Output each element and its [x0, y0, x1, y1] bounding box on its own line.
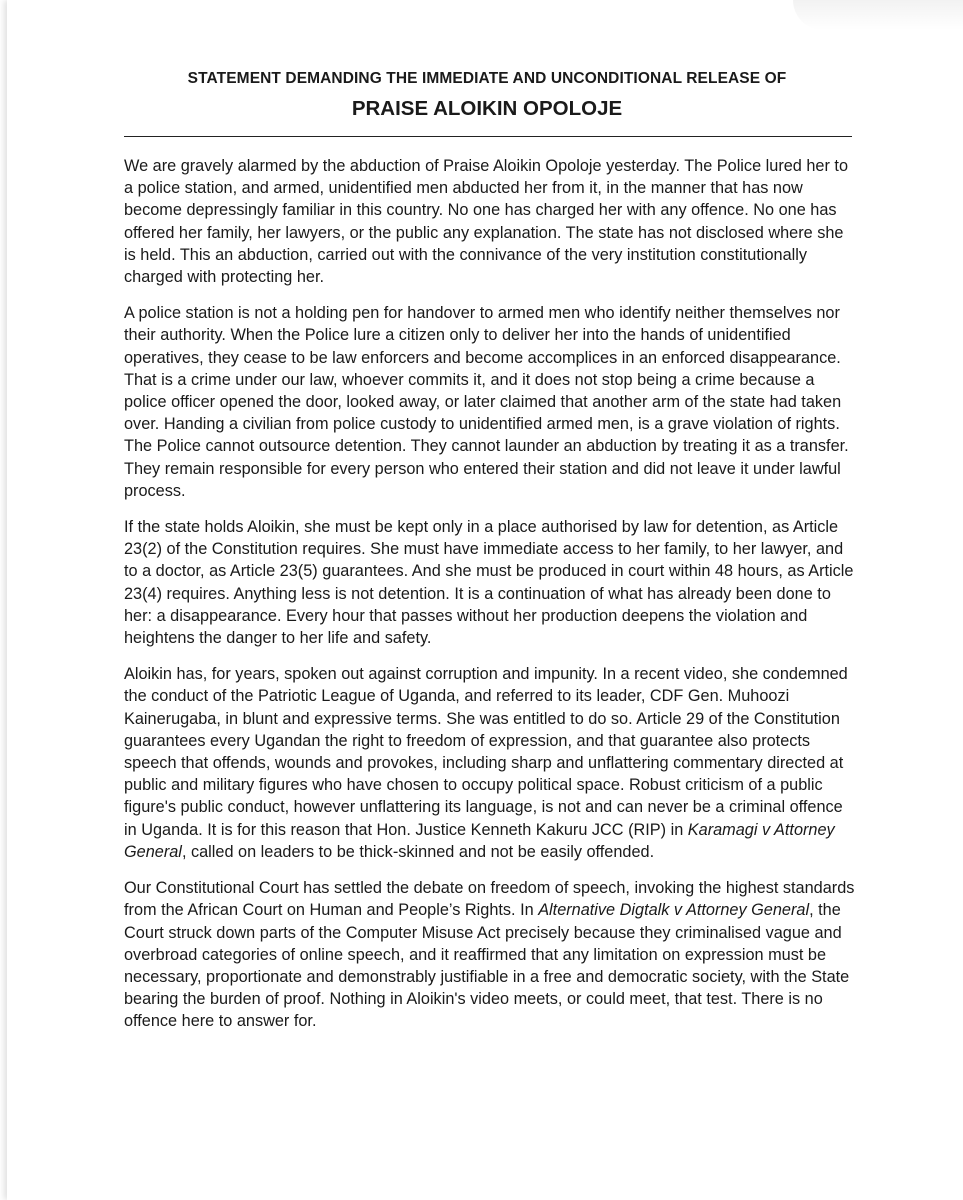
paragraph-constitution: If the state holds Aloikin, she must be kept only in a place authorised by law for detention, as Article 23(2) of the Constitution requires. She must have immediate access to her family, to her lawyer, and to a doctor, as Article 23(5) guarantees. And she must be produced in court within 48 hours, as Article 23(4) requires. Anything less is not detention. It is a continuation of what has already been done to her: a disappearance. Every hour that passes without her production deepens the violation and heightens the danger to her life and safety. — [124, 518, 854, 648]
paragraph-expression-text-b: , called on leaders to be thick-skinned and not be easily offended. — [181, 842, 655, 861]
document-page — [7, 0, 963, 1200]
paragraph-constitutional-court — [124, 877, 859, 1032]
paragraph-abduction: We are gravely alarmed by the abduction of Praise Aloikin Opoloje yesterday. The Police lured her to a police station, and armed, unidentified men abducted her from it, in the manner that has now become depressingly familiar in this country. No one has charged her with any offence. No one has offered her family, her lawyers, or the public any explanation. The state has not disclosed where she is held. This an abduction, carried out with the connivance of the very institution constitutionally charged with protecting her. — [124, 157, 849, 287]
statement-title: STATEMENT DEMANDING THE IMMEDIATE AND UNCONDITIONAL RELEASE OF — [187, 70, 787, 87]
paragraph-expression — [124, 663, 859, 863]
paragraph-court-text-b: , the Court struck down parts of the Computer Misuse Act precisely because they criminalised vague and overbroad categories of online speech, and it reaffirmed that any limitation on expression must be necessary, proportionate and demonstrably justifiable in a free and democratic society, with the State bearing the burden of proof. Nothing in Aloikin's video meets, or could meet, that test. There is no offence here to answer for. — [124, 901, 850, 1031]
title-divider — [124, 136, 852, 137]
statement-subject-name: PRAISE ALOIKIN OPOLOJE — [351, 97, 623, 120]
page-curl-shadow — [793, 0, 963, 30]
case-citation-karamagi: Karamagi v Attorney General — [124, 820, 835, 861]
statement-header — [117, 68, 857, 123]
paragraph-expression-text-a: Aloikin has, for years, spoken out against corruption and impunity. In a recent video, she condemned the conduct of the Patriotic League of Uganda, and referred to its leader, CDF Gen. Muhoozi Kainerugaba, in blunt and expressive terms. She was entitled to do so. Article 29 of the Constitution guarantees every Ugandan the right to freedom of expression, and that guarantee also protects speech that offends, wounds and provokes, including sharp and unflattering commentary directed at public and military figures who have chosen to occupy political space. Robust criticism of a public figure's public conduct, however unflattering its language, is not and can never be a criminal offence in Uganda. It is for this reason that Hon. Justice Kenneth Kakuru JCC (RIP) in — [124, 665, 848, 839]
paragraph-police-station: A police station is not a holding pen for handover to armed men who identify neither themselves nor their authority. When the Police lure a citizen only to deliver her into the hands of unidentified operatives, they cease to be law enforcers and become accomplices in an enforced disappearance. That is a crime under our law, whoever commits it, and it does not stop being a crime because a police officer opened the door, looked away, or later claimed that another arm of the state had taken over. Handing a civilian from police custody to unidentified armed men, is a grave violation of rights. The Police cannot outsource detention. They cannot launder an abduction by treating it as a transfer. They remain responsible for every person who entered their station and did not leave it under lawful process. — [124, 304, 849, 500]
case-citation-digtalk: Alternative Digtalk v Attorney General — [538, 901, 810, 920]
paragraph-court-text-a: Our Constitutional Court has settled the debate on freedom of speech, invoking the highest standards from the African Court on Human and People’s Rights. In — [124, 879, 855, 920]
statement-body — [124, 155, 859, 1047]
